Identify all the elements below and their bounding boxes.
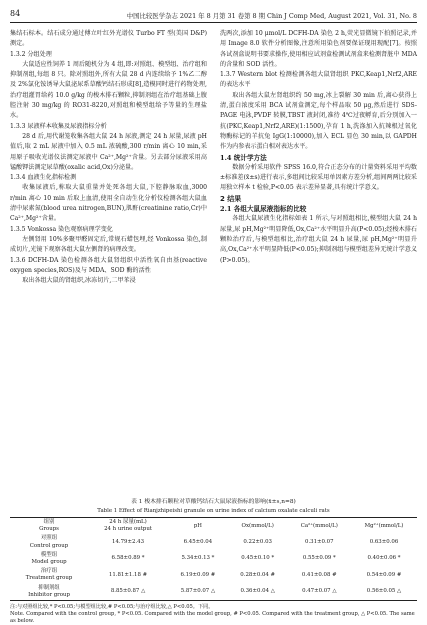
- table-title-en: Table 1 Effect of Rianjzhipeishi granule on urine index of calcium oxalate calculi rats: [97, 507, 330, 514]
- table-cell: 6.58±0.89 *: [111, 555, 145, 562]
- table-cell: 0.22±0.03: [243, 539, 272, 545]
- table-cell: 5.87±0.07 △: [168, 584, 228, 601]
- paragraph: 大鼠适应性饲养 1 周后随机分为 4 组,即:对照组、模型组、治疗组和抑制剂组,每组 8 只。除对照组外,所有大鼠 28 d 内连续给予 1%乙二醇及 2%氯化铵诱导大鼠泌尿系草酸钙结石形成[8],造模同时进行药物处理,治疗组灌胃给药 10.0 g/kg 的梭木排石颗粒,抑制剂组在治疗组基础上腹腔注射 30 mg/kg 的 RO31-8220,对照组和模型组给予等量的生理盐水。: [10, 60, 207, 120]
- table-cell: 0.47±0.07 △: [288, 584, 351, 601]
- table-cell: 14.79±2.43: [112, 539, 144, 545]
- table-cell: 0.31±0.07: [305, 539, 334, 545]
- table-cell: 5.34±0.13 *: [181, 555, 215, 562]
- table-cell: 6.19±0.09 #: [180, 571, 216, 578]
- table-cell: 0.28±0.04 #: [240, 571, 276, 578]
- table-cell: 0.63±0.06: [369, 539, 399, 545]
- section-heading: 1.4 统计学方法: [220, 153, 267, 162]
- left-column: [10, 29, 207, 286]
- table-cell: 0.55±0.09 *: [302, 555, 336, 562]
- paragraph: 各组大鼠尿液生化指标如表 1 所示,与对照组相比,模型组大鼠 24 h 尿量,尿 pH,Mg²⁺明显降低,Ox,Ca²⁺水平明显升高(P<0.05);经梭木排石颗粒治疗后,与模型组相比,治疗组大鼠 24 h 尿量,尿 pH,Mg²⁺明显升高,Ox,Ca²⁺水平明显降低(P<0.05);抑制剂组与模型组差异无统计学意义(P>0.05)。: [220, 215, 417, 264]
- paragraph: 28 d 后,用代谢笼收集各组大鼠 24 h 尿液,测定 24 h 尿量,尿液 pH 值后,取 2 mL 尿液中加入 0.5 mL 浓硫酸,300 r/min 离心 10 min,采用原子吸收光谱仪法测定尿液中 Ca²⁺,Mg²⁺含量。另去部分尿液采用高锰酸钾法测定尿草酸(oxalic acid,Ox)分泌量。: [10, 132, 207, 171]
- table-row: [10, 551, 417, 567]
- paragraph: 取出各组大鼠左肾组织约 50 mg,冰上裂解 30 min 后,离心获得上清,蛋白浓度采用 BCA 试剂盒测定,每个样品取 50 μg,然后进行 SDS-PAGE 电泳,PVDF 转膜,TBST 液封闭,准待 4℃过夜孵育,后分别加入一抗(PKC,Keap1,Nrf2,ARE)(1:1500),孕育 1 h,洗涤加入抗辣根过氧化物酶标记的羊抗兔 IgG(1:10000),加入 ECL 显色 30 min,以 GAPDH 作为内参表示蛋白相对表达水平。: [220, 91, 417, 151]
- table-cell: 6.45±0.04: [183, 539, 213, 545]
- table-notes: [10, 604, 417, 625]
- section-heading: 2.1 各组大鼠尿液指标的比较: [220, 205, 307, 214]
- journal-running-head: 中国比较医学杂志 2021 年 8 月第 31 卷第 8 期 Chin J Comp Med, August 2021, Vol. 31, No. 8: [126, 12, 417, 20]
- section-heading: 1.3.7 Western blot 检测检测各组大鼠肾组织 PKC,Keap1,Nrf2,ARE 的表达水平: [220, 71, 417, 89]
- table-note-cn: 注:与对照组比较,* P<0.05;与模型组比较,# P<0.05;与治疗组比较,△ P<0.05。下同。: [10, 604, 214, 610]
- column-header: 组别 Groups: [10, 518, 88, 535]
- table-cell: 8.85±0.87 △: [88, 584, 168, 601]
- table-cell: 0.45±0.10 *: [241, 555, 275, 562]
- paragraph: 集结石标本。结石成分通过傅立叶红外光谱仪 Turbo FT 型(美国 D&P)测定。: [10, 30, 207, 48]
- section-heading: 1.3.5 Vonkossa 染色观察病理学变化: [10, 225, 113, 233]
- table-cell: 0.36±0.04 △: [228, 584, 288, 601]
- paragraph: 取出各组大鼠的肾组织,冰冻切片,二甲苯浸: [22, 277, 136, 285]
- table-cell: 0.56±0.05 △: [351, 584, 417, 601]
- section-heading: 1.3.6 DCFH-DA 染色检测各组大鼠肾组织中活性氧自由基(reactive oxygen species,ROS)及与 MDA、SOD 酶的活性: [10, 256, 207, 274]
- column-header: pH: [168, 518, 228, 535]
- table-title-cn: 表 1 梭木排石颗粒对草酸钙结石大鼠尿液指标的影响(x̄±s,n=8): [131, 499, 296, 505]
- table-row: [10, 534, 417, 550]
- page-number: 84: [10, 9, 21, 18]
- table-note-en: Note. Compared with the control group, * P<0.05. Compared with the model group, # P<0.05. Compared with the treatment group, △ P<0.05. The same as below.: [10, 611, 415, 624]
- table-caption: [10, 498, 417, 515]
- results-table: [10, 517, 417, 601]
- page-header: [10, 6, 417, 23]
- section-heading: 1.3.2 分组处理: [10, 50, 52, 58]
- table-cell: 对照组 Control group: [29, 535, 69, 549]
- column-header: 24 h 尿量(mL) 24 h urine output: [88, 518, 168, 535]
- table-cell: 抑制剂组 Inhibitor group: [10, 584, 88, 601]
- table-cell: 0.54±0.09 #: [366, 571, 402, 578]
- table-cell: 模型组 Model group: [31, 551, 67, 566]
- section-heading: 1.3.4 血液生化指标检测: [10, 174, 77, 182]
- column-header: Mg²⁺(mmol/L): [351, 518, 417, 535]
- paragraph: 洗两次,添加 10 μmol/L DCFH-DA 染色 2 h,荧光显微镜下拍照记录,并用 Image 8.0 软件分析图像,注意所用染色剂要保证现用现配[7]。按照各试剂盒说明书要求操作,使用相应试剂盒检测试剂盒来检测肾脏中 MDA 的含量和 SOD 活性。: [220, 30, 417, 68]
- paragraph: 左侧肾用 10%多聚甲醛固定后,常规石蜡包埋,经 Vonkossa 染色,制成切片,光镜下观察各组大鼠左侧肾的病理改变。: [10, 235, 207, 254]
- section-heading: 2 结果: [220, 194, 242, 203]
- table-cell: 11.81±1.18 #: [108, 571, 148, 578]
- paragraph: 数据分析采用软件 SPSS 16.0,符合正态分布的计量资料采用平均数±标准差(x̄±s)进行表示,多组间比较采用单因素方差分析,组间两两比较采用独立样本 t 检验,P<0.05 表示差异显著,具有统计学意义。: [220, 163, 417, 192]
- table-cell: 0.40±0.06 *: [367, 555, 401, 562]
- paragraph: 收集尿液后,称取大鼠重量并处死各组大鼠,下腔静脉取血,3000 r/min 离心 10 min 后取上血清,使用全自动生化分析仪检测各组大鼠血清中尿素氮(blood urea nitrogen,BUN),肌酐(creatinine ratio,Cr)中 Ca²⁺,Mg²⁺含量。: [10, 184, 207, 223]
- table-cell: 治疗组 Treatment group: [25, 568, 73, 582]
- table-row: [10, 584, 417, 601]
- table-cell: 0.41±0.08 #: [301, 571, 337, 578]
- column-header: Ca²⁺(mmol/L): [288, 518, 351, 535]
- table-row: [10, 567, 417, 583]
- section-heading: 1.3.3 尿液样本收集及尿液指标分析: [10, 122, 107, 130]
- column-header: Ox(mmol/L): [228, 518, 288, 535]
- right-column: [220, 29, 417, 266]
